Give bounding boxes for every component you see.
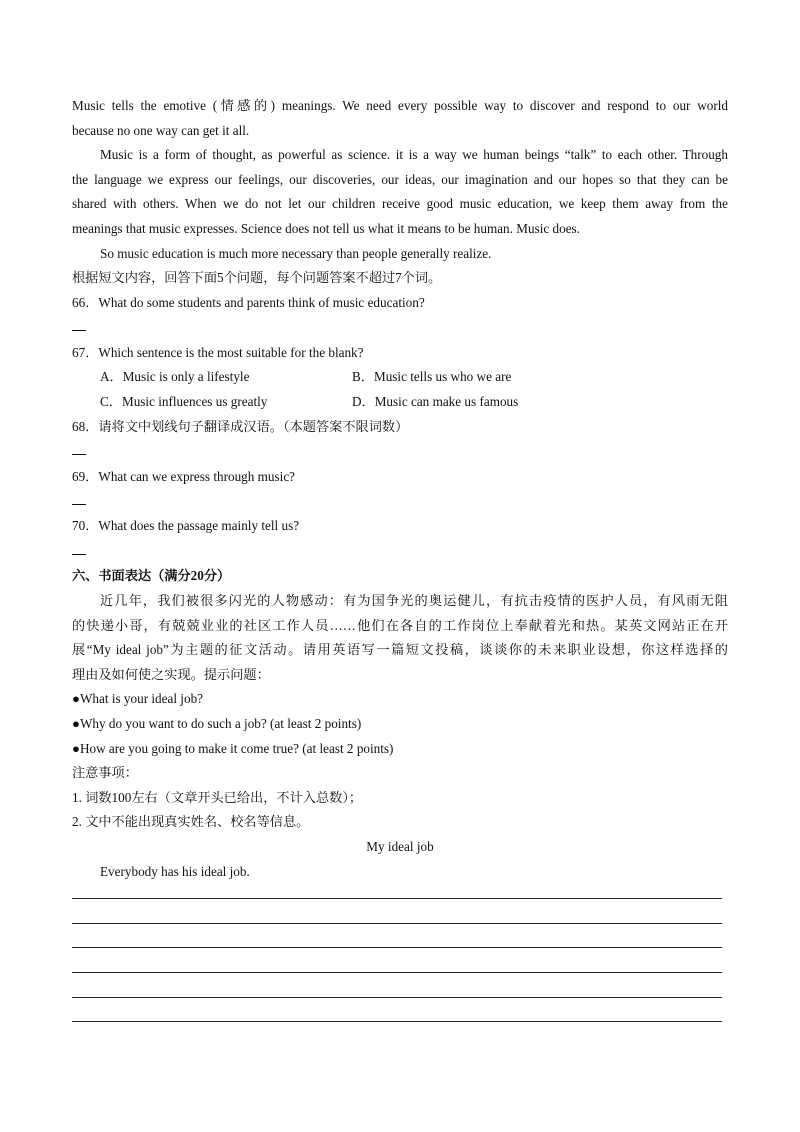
passage-line: meanings that music expresses. Science does not tell us what it means to be human. Music does.	[72, 220, 580, 236]
passage-line: So music education is much more necessary than people generally realize.	[100, 245, 492, 261]
prompt-item: ●How are you going to make it come true? (at least 2 points)	[72, 740, 394, 756]
passage-line: the language we express our feelings, our discoveries, our ideas, our imagination and our hopes so that they can be	[72, 171, 728, 187]
answer-line	[72, 330, 86, 331]
writing-intro-line: 的快递小哥，有兢兢业业的社区工作人员……他们在各自的工作岗位上奉献着光和热。某英文网站正在开	[72, 617, 728, 633]
question-70: 70．What does the passage mainly tell us?	[72, 518, 300, 534]
note-item: 2. 文中不能出现真实姓名、校名等信息。	[72, 814, 310, 830]
option-c[interactable]: C．Music influences us greatly	[100, 393, 268, 409]
section-heading: 六、书面表达（满分20分）	[72, 568, 231, 584]
prompt-item: ●What is your ideal job?	[72, 691, 204, 707]
answer-blank-69[interactable]	[72, 489, 728, 514]
writing-line[interactable]	[72, 1021, 722, 1022]
writing-line[interactable]	[72, 947, 722, 948]
option-row	[72, 365, 728, 390]
essay-title: My ideal job	[366, 839, 434, 854]
writing-line[interactable]	[72, 997, 722, 998]
option-b[interactable]: B．Music tells us who we are	[352, 369, 512, 385]
passage-line: because no one way can get it all.	[72, 122, 250, 138]
note-item: 1. 词数100左右（文章开头已给出，不计入总数）；	[72, 789, 363, 805]
writing-intro-line: 理由及如何使之实现。提示问题：	[72, 666, 270, 682]
writing-intro-line: 展“My ideal job”为主题的征文活动。请用英语写一篇短文投稿，谈谈你的未来职业设想，你这样选择的	[72, 642, 728, 658]
prompt-item: ●Why do you want to do such a job? (at least 2 points)	[72, 716, 362, 732]
answer-line	[72, 554, 86, 555]
notes-title: 注意事项：	[72, 765, 138, 781]
essay-opening: Everybody has his ideal job.	[100, 863, 250, 879]
answer-blank-66[interactable]	[72, 315, 728, 340]
answer-blank-68[interactable]	[72, 439, 728, 464]
option-row	[72, 390, 728, 415]
writing-intro-line: 近几年，我们被很多闪光的人物感动：有为国争光的奥运健儿，有抗击疫情的医护人员，有风雨无阻	[100, 593, 728, 609]
question-68: 68．请将文中划线句子翻译成汉语。（本题答案不限词数）	[72, 418, 409, 434]
writing-line[interactable]	[72, 972, 722, 973]
answer-blank-70[interactable]	[72, 539, 728, 564]
question-66: 66．What do some students and parents think of music education?	[72, 294, 425, 310]
writing-line[interactable]	[72, 923, 722, 924]
answer-line	[72, 504, 86, 505]
option-d[interactable]: D．Music can make us famous	[352, 393, 519, 409]
option-a[interactable]: A．Music is only a lifestyle	[100, 369, 250, 385]
reading-instructions: 根据短文内容，回答下面5个问题，每个问题答案不超过7个词。	[72, 270, 442, 286]
exam-page	[72, 94, 728, 1022]
passage-line: Music tells the emotive (情感的) meanings. We need every possible way to discover and respond to our world	[72, 98, 728, 113]
passage-line: Music is a form of thought, as powerful as science. it is a way we human beings “talk” to each other. Through	[100, 147, 728, 163]
writing-line[interactable]	[72, 898, 722, 899]
answer-line	[72, 454, 86, 455]
passage-line: shared with others. When we do not let our children receive good music education, we keep them away from the	[72, 196, 728, 212]
question-69: 69．What can we express through music?	[72, 468, 296, 484]
question-67: 67．Which sentence is the most suitable for the blank?	[72, 344, 364, 360]
